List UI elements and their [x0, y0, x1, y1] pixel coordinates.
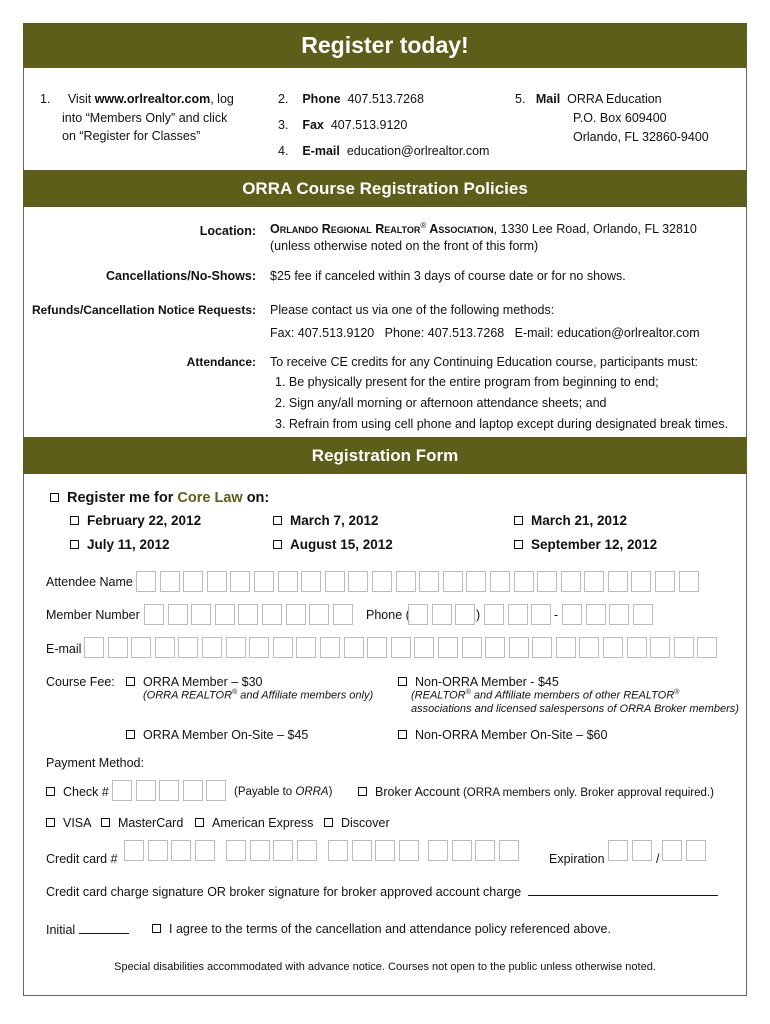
register-post: on: [242, 490, 270, 506]
date-label: July 11, 2012 [87, 537, 170, 552]
char-box[interactable] [112, 780, 132, 801]
char-box[interactable] [297, 840, 317, 861]
cancellations-text: $25 fee if canceled within 3 days of course date or for no shows. [270, 269, 626, 283]
org-reg-mark: ® [420, 221, 427, 230]
broker-note: (ORRA members only. Broker approval required.) [459, 787, 714, 799]
broker-label: Broker Account [375, 785, 460, 799]
phone-label: Phone [366, 608, 403, 622]
char-box[interactable] [250, 840, 270, 861]
phone-area-input[interactable] [405, 604, 479, 625]
payable-post: ) [328, 786, 333, 798]
attendance-item: 3. Refrain from using cell phone and laptop except during designated break times. [275, 417, 729, 431]
refunds-text: Please contact us via one of the following methods: [270, 303, 555, 317]
initial-label: Initial [46, 923, 76, 937]
char-box[interactable] [226, 637, 246, 658]
char-box[interactable] [632, 840, 652, 861]
char-box[interactable] [627, 637, 647, 658]
char-box[interactable] [655, 571, 675, 592]
char-box[interactable] [348, 571, 368, 592]
method-fax-num: 3. [278, 118, 289, 132]
card-label: American Express [212, 816, 314, 830]
checkbox-icon[interactable] [514, 516, 523, 525]
char-box[interactable] [286, 604, 306, 625]
char-box[interactable] [144, 604, 164, 625]
char-box[interactable] [168, 604, 188, 625]
char-box[interactable] [296, 637, 316, 658]
method-mail-line2: P.O. Box 609400 [573, 111, 667, 125]
payment-method-label: Payment Method: [46, 756, 144, 770]
registration-form-header [23, 437, 747, 474]
char-box[interactable] [372, 571, 392, 592]
signature-label: Credit card charge signature OR broker signature for broker approved account charge [46, 885, 522, 899]
phone-open-paren: ( [405, 608, 410, 622]
agree-text: I agree to the terms of the cancellation and attendance policy referenced above. [169, 922, 611, 936]
method-mail-line3: Orlando, FL 32860-9400 [573, 130, 709, 144]
method-visit-pre: Visit [67, 92, 95, 106]
char-box[interactable] [405, 604, 428, 625]
method-email [278, 144, 489, 158]
payment-check[interactable] [46, 785, 109, 799]
check-label: Check # [63, 785, 109, 799]
date-label: September 12, 2012 [531, 537, 658, 552]
refunds-label: Refunds/Cancellation Notice Requests: [31, 303, 256, 317]
char-box[interactable] [561, 571, 581, 592]
checkbox-icon[interactable] [46, 818, 55, 827]
card-label: VISA [63, 816, 92, 830]
char-box[interactable] [108, 637, 128, 658]
char-box[interactable] [273, 637, 293, 658]
char-box[interactable] [195, 840, 215, 861]
char-box[interactable] [352, 840, 372, 861]
method-visit-line3: on “Register for Classes” [62, 129, 201, 143]
method-phone-value: 407.513.7268 [347, 92, 424, 106]
checkbox-icon[interactable] [152, 924, 161, 933]
policies-header [23, 170, 747, 207]
payable-org: ORRA [295, 786, 329, 798]
char-box[interactable] [396, 571, 416, 592]
char-box[interactable] [697, 637, 717, 658]
char-box[interactable] [633, 604, 653, 625]
char-box[interactable] [686, 840, 706, 861]
method-fax [278, 118, 407, 132]
char-box[interactable] [238, 604, 258, 625]
fee-orra-member-label: ORRA Member – $30 [143, 675, 263, 689]
char-box[interactable] [532, 637, 552, 658]
checkbox-icon[interactable] [101, 818, 110, 827]
date-label: March 21, 2012 [531, 513, 628, 528]
fee-non-orra-onsite-label: Non-ORRA Member On-Site – $60 [415, 728, 608, 742]
char-box[interactable] [608, 840, 628, 861]
char-box[interactable] [328, 840, 348, 861]
method-email-label: E-mail [302, 144, 340, 158]
char-box[interactable] [556, 637, 576, 658]
org-name: Orlando Regional Realtor [270, 222, 421, 237]
char-box[interactable] [414, 637, 434, 658]
char-box[interactable] [443, 571, 463, 592]
char-box[interactable] [375, 840, 395, 861]
char-box[interactable] [562, 604, 582, 625]
method-phone [278, 92, 424, 106]
checkbox-icon[interactable] [398, 730, 407, 739]
credit-card-group-3[interactable] [328, 840, 422, 861]
org-address: , 1330 Lee Road, Orlando, FL 32810 [493, 222, 697, 237]
signature-row [46, 884, 718, 899]
check-number-input[interactable] [112, 780, 230, 801]
date-option[interactable] [514, 513, 627, 528]
char-box[interactable] [419, 571, 439, 592]
char-box[interactable] [254, 571, 274, 592]
checkbox-icon[interactable] [273, 516, 282, 525]
char-box[interactable] [249, 637, 269, 658]
char-box[interactable] [320, 637, 340, 658]
checkbox-icon[interactable] [70, 516, 79, 525]
date-option[interactable] [273, 537, 393, 552]
note-part: (ORRA REALTOR [143, 689, 233, 702]
email-input[interactable] [84, 637, 721, 658]
phone-label-wrap [366, 608, 410, 622]
method-fax-value: 407.513.9120 [330, 118, 408, 132]
char-box[interactable] [490, 571, 510, 592]
char-box[interactable] [508, 604, 528, 625]
expiration-slash: / [656, 852, 660, 866]
char-box[interactable] [136, 780, 156, 801]
char-box[interactable] [183, 571, 203, 592]
phone-dash: - [554, 608, 559, 622]
attendee-name-input[interactable] [136, 571, 702, 592]
char-box[interactable] [309, 604, 329, 625]
checkbox-icon[interactable] [398, 677, 407, 686]
phone-line-input[interactable] [562, 604, 656, 625]
method-mail-line1: ORRA Education [567, 92, 662, 106]
method-email-value[interactable]: education@orlrealtor.com [346, 144, 490, 158]
header-title: Register today! [301, 32, 469, 58]
attendance-intro: To receive CE credits for any Continuing Education course, participants must: [270, 355, 698, 369]
char-box[interactable] [462, 637, 482, 658]
member-number-input[interactable] [144, 604, 356, 625]
char-box[interactable] [84, 637, 104, 658]
char-box[interactable] [484, 604, 504, 625]
method-visit-line2: into “Members Only” and click [62, 111, 228, 125]
method-visit-num: 1. [40, 92, 51, 106]
attendance-label: Attendance: [186, 355, 256, 369]
char-box[interactable] [499, 840, 519, 861]
checkbox-icon[interactable] [324, 818, 333, 827]
fee-orra-member[interactable] [126, 675, 263, 689]
footer-note: Special disabilities accommodated with advance notice. Courses not open to the public unless otherwise noted. [114, 961, 656, 973]
credit-card-label: Credit card # [46, 852, 118, 866]
method-email-num: 4. [278, 144, 289, 158]
method-phone-num: 2. [278, 92, 289, 106]
card-visa[interactable] [46, 816, 92, 830]
policies-title: ORRA Course Registration Policies [242, 179, 528, 198]
checkbox-icon[interactable] [358, 787, 367, 796]
char-box[interactable] [455, 604, 475, 625]
fee-non-orra-member-label: Non-ORRA Member - $45 [415, 675, 559, 689]
credit-card-group-2[interactable] [226, 840, 320, 861]
method-visit-line1 [40, 92, 234, 106]
expiration-year-input[interactable] [662, 840, 709, 861]
member-number-label: Member Number [46, 608, 140, 622]
card-label: Discover [341, 816, 390, 830]
register-checkbox[interactable] [50, 493, 59, 502]
cancellations-label: Cancellations/No-Shows: [105, 269, 256, 283]
org-suffix: Association [426, 222, 494, 237]
char-box[interactable] [509, 637, 529, 658]
char-box[interactable] [428, 840, 448, 861]
fee-non-orra-member[interactable] [398, 675, 559, 689]
char-box[interactable] [674, 637, 694, 658]
char-box[interactable] [586, 604, 606, 625]
char-box[interactable] [124, 840, 144, 861]
char-box[interactable] [466, 571, 486, 592]
note-part: and Affiliate members of other REALTOR [470, 689, 675, 702]
location-label: Location: [199, 224, 256, 238]
date-option[interactable] [70, 537, 170, 552]
method-mail-label: Mail [535, 92, 561, 106]
char-box[interactable] [631, 571, 651, 592]
registration-form-title: Registration Form [311, 446, 459, 465]
card-mastercard[interactable] [101, 816, 183, 830]
char-box[interactable] [333, 604, 353, 625]
char-box[interactable] [206, 780, 226, 801]
phone-prefix-input[interactable] [484, 604, 555, 625]
attendee-label: Attendee Name [46, 575, 133, 589]
date-option[interactable] [70, 513, 201, 528]
date-option[interactable] [273, 513, 379, 528]
char-box[interactable] [160, 571, 180, 592]
char-box[interactable] [202, 637, 222, 658]
register-today-header [23, 23, 747, 68]
payable-pre: (Payable to [234, 786, 296, 798]
course-name: Core Law [177, 490, 243, 506]
note-reg-mark: ® [232, 689, 238, 696]
char-box[interactable] [438, 637, 458, 658]
note-part: and Affiliate members only) [237, 689, 374, 702]
checkbox-icon[interactable] [126, 730, 135, 739]
char-box[interactable] [273, 840, 293, 861]
char-box[interactable] [662, 840, 682, 861]
char-box[interactable] [609, 604, 629, 625]
initial-line[interactable] [79, 922, 129, 934]
email-label: E-mail [46, 642, 82, 656]
checkbox-icon[interactable] [70, 540, 79, 549]
checkbox-icon[interactable] [126, 677, 135, 686]
char-box[interactable] [136, 571, 156, 592]
card-label: MasterCard [118, 816, 184, 830]
char-box[interactable] [171, 840, 191, 861]
char-box[interactable] [226, 840, 246, 861]
initial-row [46, 922, 129, 937]
card-amex[interactable] [195, 816, 313, 830]
payable-note [234, 786, 332, 798]
char-box[interactable] [485, 637, 505, 658]
char-box[interactable] [603, 637, 623, 658]
phone-close-paren: ) [476, 608, 481, 622]
signature-line[interactable] [528, 884, 718, 896]
expiration-month-input[interactable] [608, 840, 655, 861]
register-me-row [50, 490, 269, 506]
website-link[interactable]: www.orlrealtor.com [94, 92, 211, 106]
method-mail-num: 5. [515, 92, 526, 106]
char-box[interactable] [230, 571, 250, 592]
method-mail [515, 92, 662, 106]
char-box[interactable] [159, 780, 179, 801]
char-box[interactable] [432, 604, 452, 625]
note-part: (REALTOR [411, 689, 466, 702]
char-box[interactable] [155, 637, 175, 658]
attendance-item: 1. Be physically present for the entire program from beginning to end; [275, 375, 659, 389]
checkbox-icon[interactable] [514, 540, 523, 549]
date-label: February 22, 2012 [87, 513, 202, 528]
checkbox-icon[interactable] [273, 540, 282, 549]
course-fee-label: Course Fee: [46, 675, 115, 689]
date-label: March 7, 2012 [290, 513, 379, 528]
char-box[interactable] [131, 637, 151, 658]
char-box[interactable] [183, 780, 203, 801]
date-label: August 15, 2012 [290, 537, 393, 552]
char-box[interactable] [178, 637, 198, 658]
char-box[interactable] [278, 571, 298, 592]
char-box[interactable] [325, 571, 345, 592]
char-box[interactable] [301, 571, 321, 592]
char-box[interactable] [262, 604, 282, 625]
fee-orra-member-note [143, 689, 373, 702]
char-box[interactable] [531, 604, 551, 625]
checkbox-icon[interactable] [195, 818, 204, 827]
register-pre: Register me for [67, 490, 178, 506]
agree-terms[interactable] [152, 922, 611, 936]
method-visit-post: , log [210, 92, 234, 106]
char-box[interactable] [207, 571, 227, 592]
char-box[interactable] [452, 840, 472, 861]
char-box[interactable] [537, 571, 557, 592]
method-phone-label: Phone [302, 92, 341, 106]
card-discover[interactable] [324, 816, 390, 830]
char-box[interactable] [367, 637, 387, 658]
location-text [270, 221, 697, 236]
char-box[interactable] [191, 604, 211, 625]
attendance-item: 2. Sign any/all morning or afternoon attendance sheets; and [275, 396, 607, 410]
char-box[interactable] [475, 840, 495, 861]
note-reg-mark: ® [674, 689, 680, 696]
fee-non-orra-onsite[interactable] [398, 728, 607, 742]
fee-non-orra-note [411, 689, 679, 702]
char-box[interactable] [650, 637, 670, 658]
char-box[interactable] [215, 604, 235, 625]
fee-orra-onsite[interactable] [126, 728, 308, 742]
char-box[interactable] [344, 637, 364, 658]
date-option[interactable] [514, 537, 657, 552]
char-box[interactable] [514, 571, 534, 592]
fee-orra-onsite-label: ORRA Member On-Site – $45 [143, 728, 309, 742]
note-reg-mark: ® [465, 689, 471, 696]
expiration-label: Expiration [549, 852, 605, 866]
char-box[interactable] [579, 637, 599, 658]
checkbox-icon[interactable] [46, 787, 55, 796]
char-box[interactable] [399, 840, 419, 861]
char-box[interactable] [584, 571, 604, 592]
char-box[interactable] [679, 571, 699, 592]
credit-card-group-1[interactable] [124, 840, 218, 861]
refunds-contacts: Fax: 407.513.9120 Phone: 407.513.7268 E-mail: education@orlrealtor.com [270, 326, 700, 340]
fee-non-orra-note-line2: associations and licensed salespersons of ORRA Broker members) [411, 703, 739, 715]
credit-card-group-4[interactable] [428, 840, 522, 861]
location-note: (unless otherwise noted on the front of this form) [270, 239, 539, 253]
method-fax-label: Fax [302, 118, 324, 132]
char-box[interactable] [608, 571, 628, 592]
char-box[interactable] [391, 637, 411, 658]
payment-broker[interactable] [358, 785, 714, 799]
char-box[interactable] [148, 840, 168, 861]
